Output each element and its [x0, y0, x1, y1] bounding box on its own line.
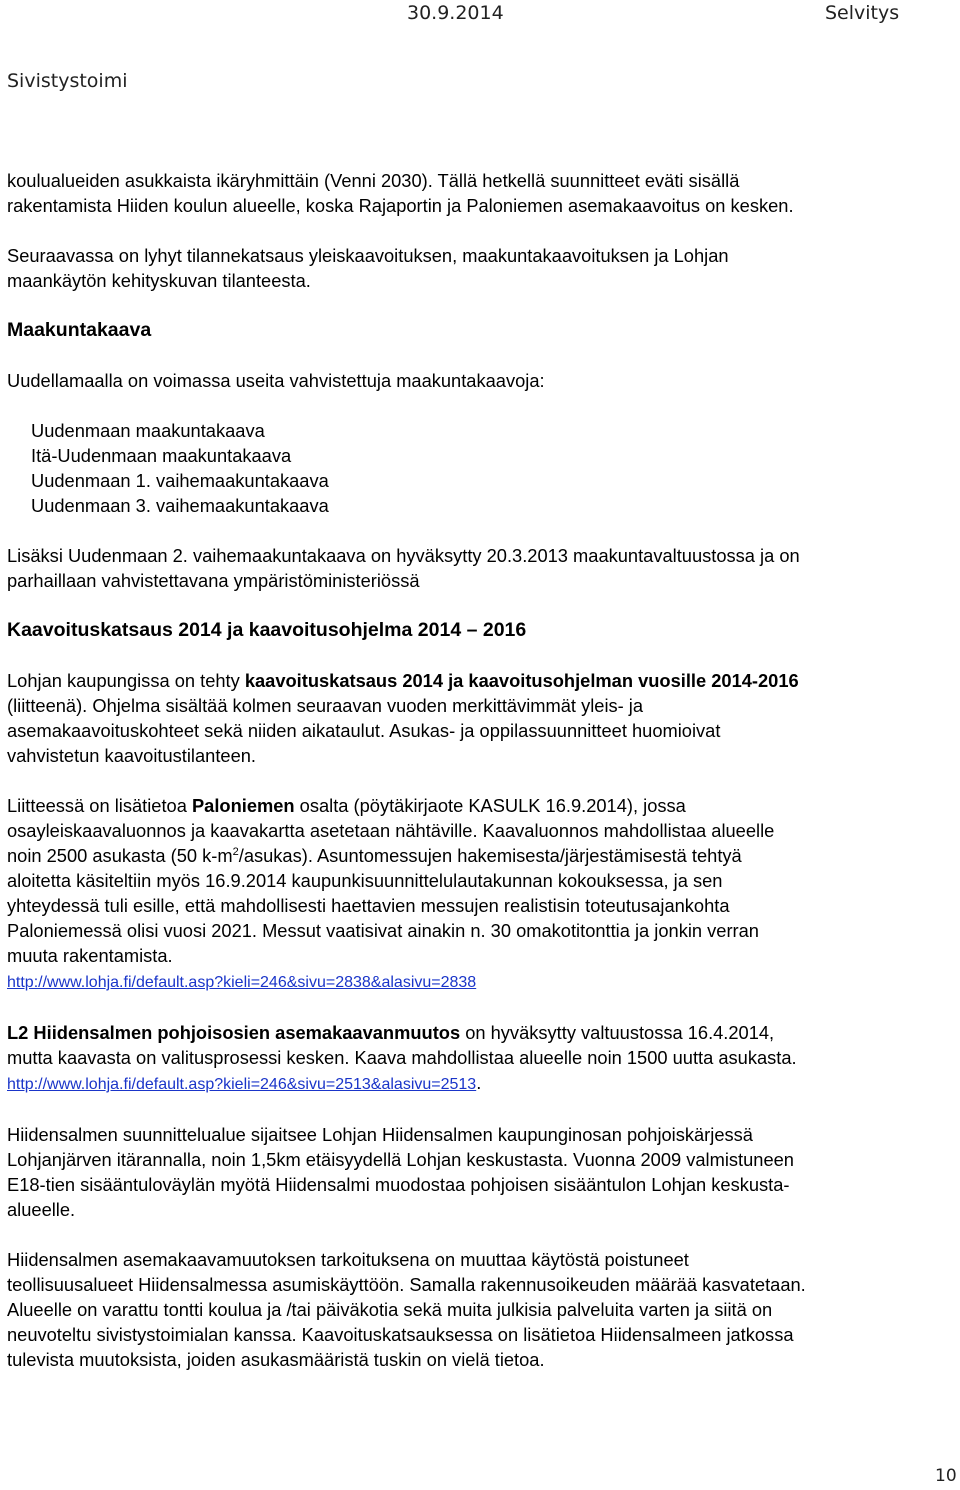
paragraph-line: http://www.lohja.fi/default.asp?kieli=246&sivu=2513&alasivu=2513.	[7, 1072, 482, 1093]
paragraph-line: aloitetta käsiteltiin myös 16.9.2014 kaupunkisuunnittelulautakunnan kokouksessa, ja sen	[7, 870, 723, 891]
paragraph-line: tulevista muutoksista, joiden asukasmääristä tuskin on vielä tietoa.	[7, 1349, 545, 1370]
paragraph-line: rakentamista Hiiden koulun alueelle, koska Rajaportin ja Paloniemen asemakaavoitus on kesken.	[7, 195, 794, 216]
list-item: Itä-Uudenmaan maakuntakaava	[31, 445, 292, 466]
paragraph-line: noin 2500 asukasta (50 $k-m^2/asukas$). Asuntomessujen hakemisesta/järjestämisestä tehtyä	[7, 845, 742, 866]
paragraph-line: vahvistetun kaavoitustilanteen.	[7, 745, 256, 766]
paragraph-line: Lohjan kaupungissa on tehty kaavoituskatsaus 2014 ja kaavoitusohjelman vuosille 2014-2016	[7, 670, 799, 691]
paragraph-line: mutta kaavasta on valitusprosessi kesken. Kaava mahdollistaa alueelle noin 1500 uutta asukasta.	[7, 1047, 797, 1068]
paragraph-line: koulualueiden asukkaista ikäryhmittäin (Venni 2030). Tällä hetkellä suunnitteet eväti sisällä	[7, 170, 740, 191]
paragraph-line: muuta rakentamista.	[7, 945, 173, 966]
document-body	[7, 168, 957, 1372]
section-heading-maakuntakaava: Maakuntakaava	[7, 319, 152, 341]
paragraph-line: Seuraavassa on lyhyt tilannekatsaus yleiskaavoituksen, maakuntakaavoituksen ja Lohjan	[7, 245, 729, 266]
paragraph-line: Hiidensalmen asemakaavamuutoksen tarkoituksena on muuttaa käytöstä poistuneet	[7, 1249, 689, 1270]
paragraph-line: E18-tien sisääntuloväylän myötä Hiidensalmi muodostaa pohjoisen sisääntulon Lohjan keskusta-	[7, 1174, 790, 1195]
paragraph-line: Hiidensalmen suunnittelualue sijaitsee Lohjan Hiidensalmen kaupunginosan pohjoiskärjessä	[7, 1124, 753, 1145]
paragraph-line: (liitteenä). Ohjelma sisältää kolmen seuraavan vuoden merkittävimmät yleis- ja	[7, 695, 644, 716]
list-item: Uudenmaan maakuntakaava	[31, 420, 265, 441]
paragraph-line: Lisäksi Uudenmaan 2. vaihemaakuntakaava on hyväksytty 20.3.2013 maakuntavaltuustossa ja on	[7, 545, 800, 566]
list-item: Uudenmaan 3. vaihemaakuntakaava	[31, 495, 329, 516]
paragraph-line: osayleiskaavaluonnos ja kaavakartta asetetaan nähtäville. Kaavaluonnos mahdollistaa alueelle	[7, 820, 775, 841]
header-doc-type: Selvitys	[825, 2, 900, 24]
paragraph-line: alueelle.	[7, 1199, 76, 1220]
section-heading-kaavoituskatsaus: Kaavoituskatsaus 2014 ja kaavoitusohjelma 2014 – 2016	[7, 619, 527, 641]
list-item: Uudenmaan 1. vaihemaakuntakaava	[31, 470, 329, 491]
link-hiidensalmi[interactable]: http://www.lohja.fi/default.asp?kieli=246&sivu=2513&alasivu=2513	[7, 1076, 477, 1093]
paragraph-line: neuvoteltu sivistystoimialan kanssa. Kaavoituskatsauksessa on lisätietoa Hiidensalmeen jatkossa	[7, 1324, 794, 1345]
paragraph-line: maankäytön kehityskuvan tilanteesta.	[7, 270, 311, 291]
paragraph-line: teollisuusalueet Hiidensalmessa asumiskäyttöön. Samalla rakennusoikeuden määrää kasvatetaan.	[7, 1274, 806, 1295]
plan-list	[7, 418, 957, 518]
paragraph-line: Alueelle on varattu tontti koulua ja /tai päiväkotia sekä muita julkisia palveluita varten ja siitä on	[7, 1299, 773, 1320]
paragraph-line: Lohjanjärven itärannalla, noin 1,5km etäisyydellä Lohjan keskustasta. Vuonna 2009 valmistuneen	[7, 1149, 794, 1170]
paragraph-line: parhaillaan vahvistettavana ympäristöministeriössä	[7, 570, 420, 591]
paragraph-line: asemakaavoituskohteet sekä niiden aikataulut. Asukas- ja oppilassuunnitteet huomioivat	[7, 720, 721, 741]
paragraph-line: yhteydessä tuli esille, että mahdollisesti haettavien messujen realistisin toteutusajankohta	[7, 895, 730, 916]
paragraph-line: Liitteessä on lisätietoa Paloniemen osalta (pöytäkirjaote KASULK 16.9.2014), jossa	[7, 795, 686, 816]
paragraph-line: Uudellamaalla on voimassa useita vahvistettuja maakuntakaavoja:	[7, 370, 545, 391]
paragraph-line: L2 Hiidensalmen pohjoisosien asemakaavanmuutos on hyväksytty valtuustossa 16.4.2014,	[7, 1022, 775, 1043]
paragraph-line	[7, 968, 957, 995]
link-paloniemi[interactable]: http://www.lohja.fi/default.asp?kieli=246&sivu=2838&alasivu=2838	[7, 974, 477, 991]
page-number: 10	[935, 1466, 957, 1486]
paragraph-line: Paloniemessä olisi vuosi 2021. Messut vaatisivat ainakin n. 30 omakotitonttia ja jonkin verran	[7, 920, 759, 941]
header-date: 30.9.2014	[407, 2, 504, 24]
header-department: Sivistystoimi	[7, 70, 128, 92]
